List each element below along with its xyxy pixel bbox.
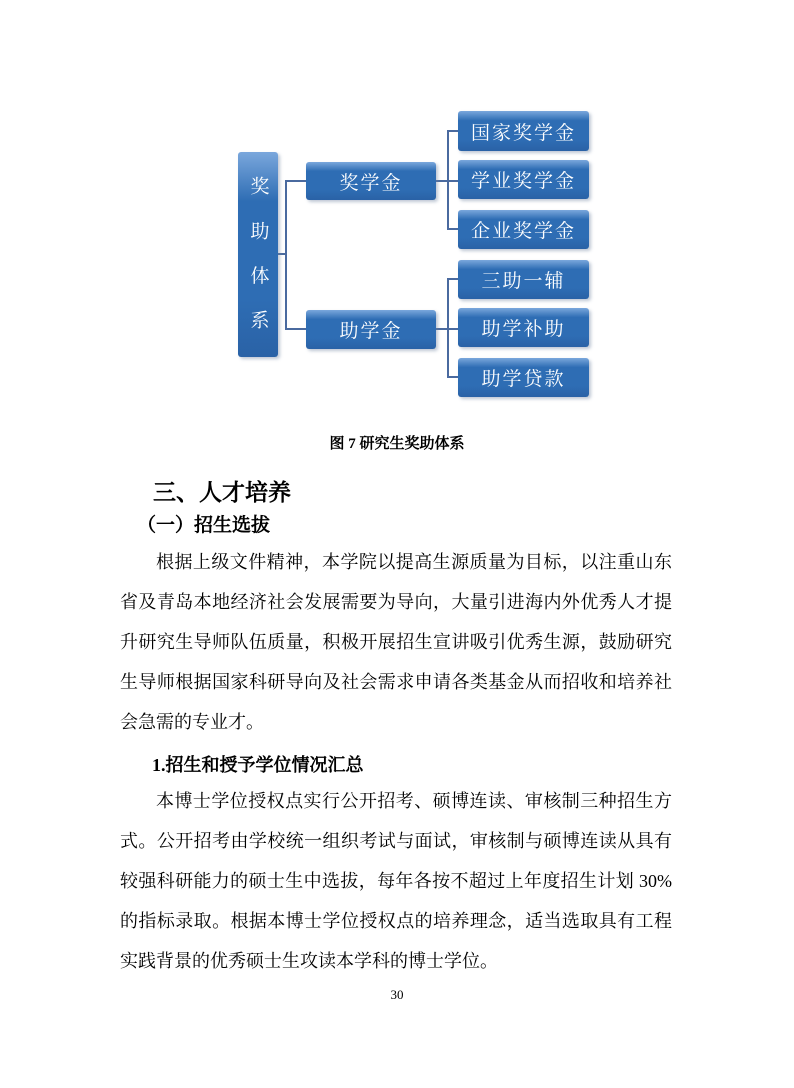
connector-line bbox=[447, 278, 449, 378]
diagram-node-award-system: 奖助体系 bbox=[238, 152, 278, 357]
connector-line bbox=[447, 130, 449, 230]
body-paragraph-2: 本博士学位授权点实行公开招考、硕博连读、审核制三种招生方式。公开招考由学校统一组织考试与面试，审核制与硕博连读从具有较强科研能力的硕士生中选拔，每年各按不超过上年度招生计划 30%的指标录取。根据本博士学位授权点的培养理念，适当选取具有工程实践背景的优秀硕士生攻读本学科的博士学位。 bbox=[120, 791, 672, 971]
award-system-diagram bbox=[0, 0, 794, 420]
page-number: 30 bbox=[390, 987, 404, 1002]
diagram-node-scholarship: 奖学金 bbox=[306, 162, 436, 200]
diagram-node-student-loan: 助学贷款 bbox=[458, 358, 589, 397]
connector-line bbox=[447, 130, 458, 132]
diagram-node-grant: 助学金 bbox=[306, 310, 436, 349]
connector-line bbox=[447, 376, 458, 378]
connector-line bbox=[285, 180, 287, 330]
section-heading: 三、人才培养 bbox=[153, 479, 291, 505]
connector-line bbox=[285, 328, 306, 330]
body-paragraph-1: 根据上级文件精神，本学院以提高生源质量为目标，以注重山东省及青岛本地经济社会发展需要为导向，大量引进海内外优秀人才提升研究生导师队伍质量，积极开展招生宣讲吸引优秀生源，鼓励研究生导师根据国家科研导向及社会需求申请各类基金从而招收和培养社会急需的专业才。 bbox=[120, 552, 672, 732]
diagram-node-academic-scholarship: 学业奖学金 bbox=[458, 160, 589, 199]
subsection-heading: （一）招生选拔 bbox=[137, 515, 271, 536]
diagram-node-three-assist: 三助一辅 bbox=[458, 260, 589, 299]
diagram-node-grant-subsidy: 助学补助 bbox=[458, 308, 589, 347]
diagram-node-enterprise-scholarship: 企业奖学金 bbox=[458, 210, 589, 249]
connector-line bbox=[447, 278, 458, 280]
diagram-node-national-scholarship: 国家奖学金 bbox=[458, 111, 589, 151]
connector-line bbox=[447, 228, 458, 230]
connector-line bbox=[285, 180, 306, 182]
sub-subsection-heading: 1.招生和授予学位情况汇总 bbox=[152, 755, 364, 775]
figure-caption: 图 7 研究生奖助体系 bbox=[329, 436, 465, 452]
